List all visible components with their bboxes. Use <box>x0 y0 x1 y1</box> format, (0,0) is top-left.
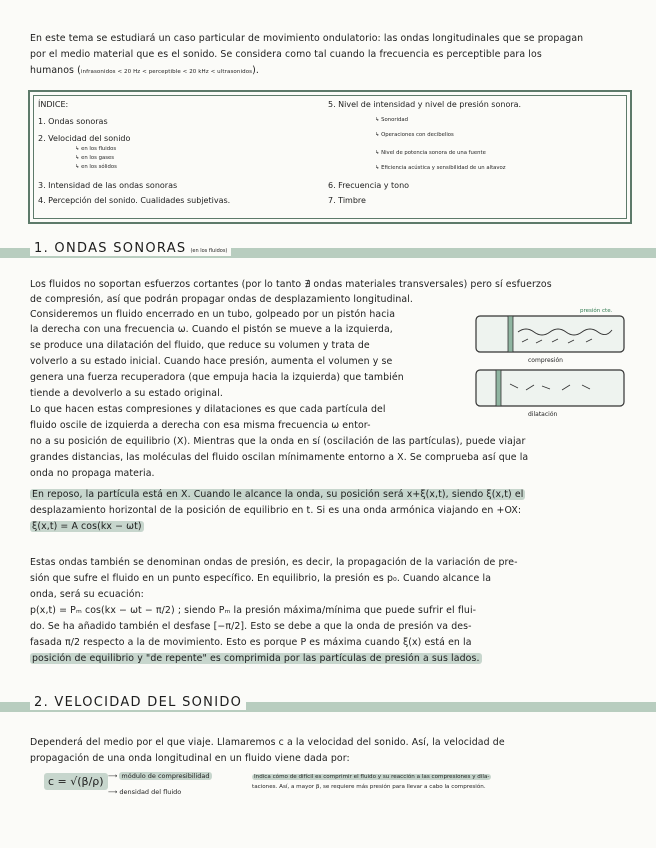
fluid-tube-figure <box>470 302 630 422</box>
index-sub-5-4: ↳ Eficiencia acústica y sensibilidad de un altavoz <box>375 165 506 171</box>
index-item-5: 5. Nivel de intensidad y nivel de presión sonora. <box>328 100 522 109</box>
index-item-4: 4. Percepción del sonido. Cualidades subjetivas. <box>38 196 231 205</box>
s1-p1-line-1: Los fluidos no soportan esfuerzos cortantes (por lo tanto ∄ ondas materiales transversales) pero sí esfuerzos <box>30 279 552 290</box>
s1-p3-line-1: Estas ondas también se denominan ondas de presión, es decir, la propagación de la variación de pre- <box>30 557 518 568</box>
index-item-3: 3. Intensidad de las ondas sonoras <box>38 181 178 190</box>
s1-p3-line-5: do. Se ha añadido también el desfase [−π/2]. Esto se debe a que la onda de presión va des- <box>30 621 472 632</box>
s1-p1-line-2: de compresión, así que podrán propagar ondas de desplazamiento longitudinal. <box>30 294 414 305</box>
intro-line-2: por el medio material que es el sonido. Se considera como tal cuando la frecuencia es perceptible para los <box>30 49 542 60</box>
section-2-title: 2. VELOCIDAD DEL SONIDO <box>30 695 246 710</box>
index-sub-5-3: ↳ Nivel de potencia sonora de una fuente <box>375 150 486 156</box>
index-item-1: 1. Ondas sonoras <box>38 117 108 126</box>
s1-p1-line-3: Consideremos un fluido encerrado en un tubo, golpeado por un pistón hacia <box>30 309 396 320</box>
s1-p2-line-2: desplazamiento horizontal de la posición de equilibrio en t. Si es una onda armónica viajando en +OX: <box>30 505 522 516</box>
s1-p2-equation: ξ(x,t) = A cos(kx − ωt) <box>32 521 142 532</box>
s1-p3-line-2: sión que sufre el fluido en un punto específico. En equilibrio, la presión es p₀. Cuando alcance la <box>30 573 492 584</box>
index-item-7: 7. Timbre <box>328 196 366 205</box>
intro-line-1: En este tema se estudiará un caso particular de movimiento ondulatorio: las ondas longitudinales que se propagan <box>30 33 584 44</box>
piston-top <box>508 316 513 352</box>
s2-p1-line-1: Dependerá del medio por el que viaje. Llamaremos c a la velocidad del sonido. Así, la velocidad de <box>30 737 505 748</box>
index-title: ÍNDICE: <box>38 100 69 109</box>
s1-p1-line-6: volverlo a su estado inicial. Cuando hace presión, aumenta el volumen y se <box>30 356 393 367</box>
intro-line-3: humanos (infrasonidos < 20 Hz < perceptible < 20 kHz < ultrasonidos). <box>30 65 259 76</box>
s1-p2-line-1: En reposo, la partícula está en X. Cuando le alcance la onda, su posición será x+ξ(x,t), siendo ξ(x,t) el <box>32 489 524 500</box>
s1-p3-line-4: p(x,t) = Pₘ cos(kx − ωt − π/2) ; siendo Pₘ la presión máxima/mínima que puede sufrir el flui- <box>30 605 477 616</box>
rho-label: ⟶ densidad del fluido <box>108 788 182 796</box>
s1-p1-line-11: no a su posición de equilibrio (X). Mientras que la onda en sí (oscilación de las partículas), puede viajar <box>30 436 526 447</box>
label-dilation: dilatación <box>528 411 558 418</box>
section-1-title: 1. ONDAS SONORAS (en los fluidos) <box>30 241 231 256</box>
index-sub-2-1: ↳ en los fluidos <box>75 146 117 152</box>
index-box <box>28 90 632 224</box>
s1-p1-line-12: grandes distancias, las moléculas del fluido oscilan mínimamente entorno a X. Se comprueba así que la <box>30 452 529 463</box>
sound-speed-formula: c = √(β/ρ) <box>44 770 108 794</box>
label-compression: compresión <box>528 357 563 364</box>
s1-p1-line-8: tiende a devolverlo a su estado original. <box>30 388 223 399</box>
beta-note-line-2: taciones. Así, a mayor β, se requiere más presión para llevar a cabo la compresión. <box>252 784 486 790</box>
s2-p1-line-2: propagación de una onda longitudinal en un fluido viene dada por: <box>30 753 350 764</box>
s1-p1-line-10: fluido oscile de izquierda a derecha con esa misma frecuencia ω entor- <box>30 420 371 431</box>
beta-note-line-1: Indica cómo de difícil es comprimir el fluido y su reacción a las compresiones y dila- <box>254 774 490 780</box>
beta-label: ⟶ módulo de compresibilidad <box>108 772 210 780</box>
s1-p1-line-4: la derecha con una frecuencia ω. Cuando el pistón se mueve a la izquierda, <box>30 324 393 335</box>
index-item-2: 2. Velocidad del sonido <box>38 134 131 143</box>
index-item-6: 6. Frecuencia y tono <box>328 181 410 190</box>
s1-p3-line-6: fasada π/2 respecto a la de movimiento. Esto es porque P es máxima cuando ξ(x) está en la <box>30 637 472 648</box>
s1-p3-line-7: posición de equilibrio y "de repente" es comprimida por las partículas de presión a sus lados. <box>32 653 480 664</box>
index-sub-2-2: ↳ en los gases <box>75 155 114 161</box>
s1-p1-line-7: genera una fuerza recuperadora (que empuja hacia la izquierda) que también <box>30 372 404 383</box>
label-pressure-const: presión cte. <box>580 308 613 314</box>
s1-p1-line-13: onda no propaga materia. <box>30 468 155 479</box>
s1-p1-line-5: se produce una dilatación del fluido, que reduce su volumen y trata de <box>30 340 370 351</box>
s1-p1-line-9: Lo que hacen estas compresiones y dilataciones es que cada partícula del <box>30 404 386 415</box>
index-sub-5-2: ↳ Operaciones con decibelios <box>375 132 454 138</box>
piston-bottom <box>496 370 501 406</box>
s1-p3-line-3: onda, será su ecuación: <box>30 589 144 600</box>
index-sub-2-3: ↳ en los sólidos <box>75 164 117 170</box>
index-sub-5-1: ↳ Sonoridad <box>375 117 408 123</box>
